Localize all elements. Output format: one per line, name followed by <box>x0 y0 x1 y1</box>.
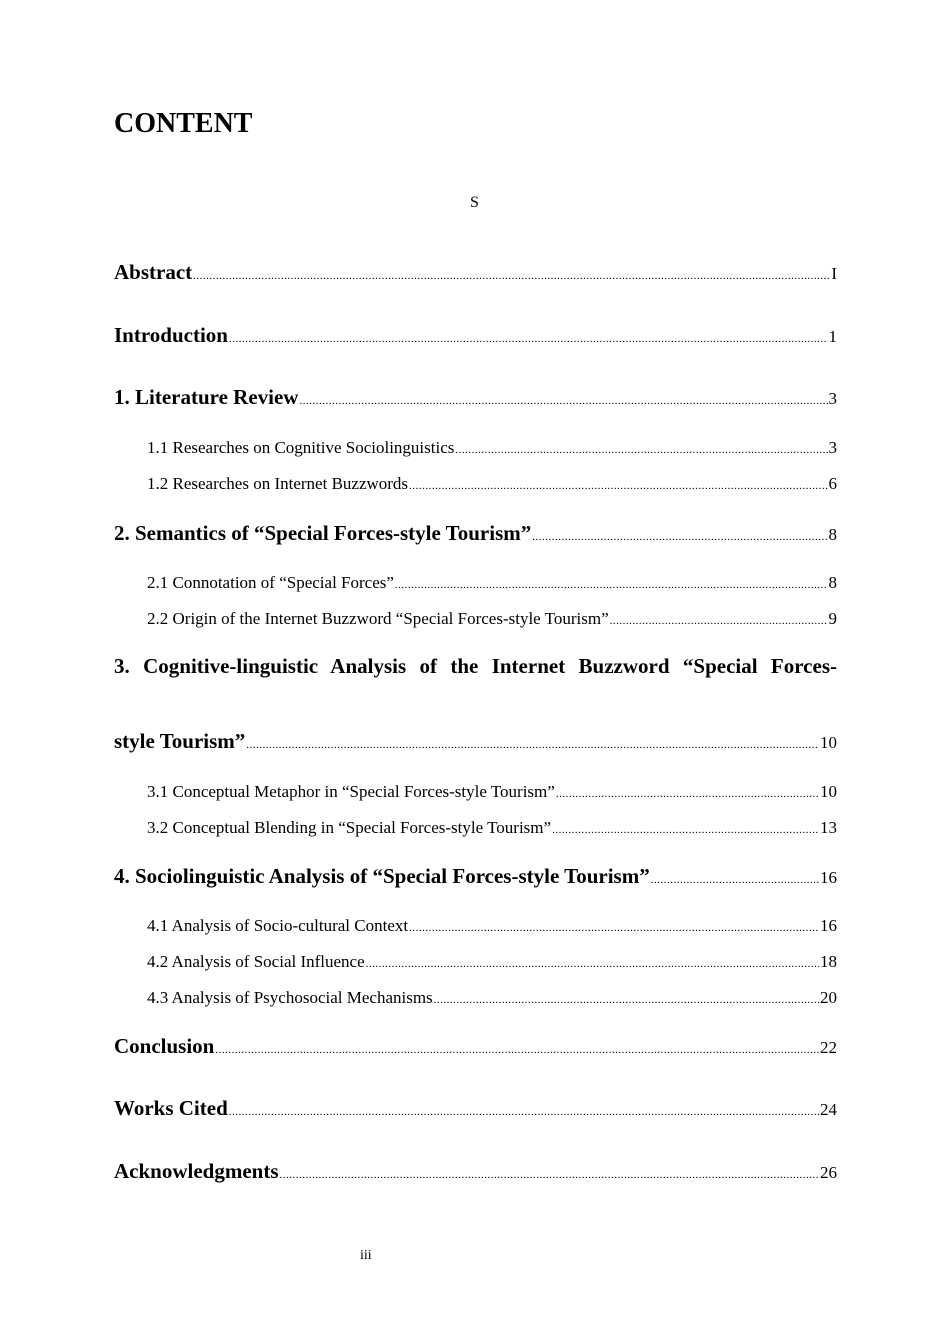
toc-entry-acknowledgments[interactable] <box>114 1159 837 1184</box>
toc-entry-title: 1.2 Researches on Internet Buzzwords <box>147 474 409 493</box>
dot-leader <box>552 824 819 836</box>
toc-entry-page: 8 <box>828 573 837 592</box>
toc-entry-title: 1. Literature Review <box>114 385 299 409</box>
toc-entry-title: 3.2 Conceptual Blending in “Special Forces-style Tourism” <box>147 818 552 837</box>
toc-entry-title: 4.1 Analysis of Socio-cultural Context <box>147 916 409 935</box>
dot-leader <box>434 994 819 1006</box>
toc-entry-title: 4.3 Analysis of Psychosocial Mechanisms <box>147 988 433 1007</box>
toc-entry-section-2-1[interactable] <box>147 573 837 593</box>
toc-entry-conclusion[interactable] <box>114 1034 837 1059</box>
toc-entry-section-2-2[interactable] <box>147 609 837 629</box>
toc-entry-page: 13 <box>820 818 837 837</box>
toc-entry-title: Conclusion <box>114 1034 215 1058</box>
toc-entry-title: 4. Sociolinguistic Analysis of “Special Forces-style Tourism” <box>114 864 650 888</box>
toc-entry-page: 9 <box>828 609 837 628</box>
toc-entry-page: 10 <box>820 733 837 752</box>
toc-entry-title: 1.1 Researches on Cognitive Sociolinguistics <box>147 438 455 457</box>
stray-letter: S <box>470 194 479 211</box>
dot-leader <box>215 1044 819 1056</box>
toc-entry-title: Abstract <box>114 260 193 284</box>
toc-entry-page: 6 <box>828 474 837 493</box>
toc-entry-section-3-2[interactable] <box>147 818 837 838</box>
toc-entry-title: Acknowledgments <box>114 1159 279 1183</box>
toc-entry-page: 16 <box>820 916 837 935</box>
toc-entry-page: 1 <box>828 327 837 346</box>
dot-leader <box>246 739 819 751</box>
toc-entry-chapter-4[interactable] <box>114 864 837 889</box>
toc-entry-abstract[interactable] <box>114 260 837 285</box>
toc-entry-title: 2. Semantics of “Special Forces-style Tourism” <box>114 521 532 545</box>
dot-leader <box>610 615 828 627</box>
toc-entry-page: 3 <box>828 438 837 457</box>
toc-entry-page: 18 <box>820 952 837 971</box>
dot-leader <box>280 1169 819 1181</box>
page-number: iii <box>360 1248 372 1263</box>
dot-leader <box>455 444 827 456</box>
toc-entry-chapter-2[interactable] <box>114 521 837 546</box>
dot-leader <box>532 531 827 543</box>
toc-entry-title: Introduction <box>114 323 228 347</box>
dot-leader <box>193 270 830 282</box>
toc-entry-title: 2.2 Origin of the Internet Buzzword “Special Forces-style Tourism” <box>147 609 609 628</box>
toc-entry-chapter-3[interactable] <box>114 729 837 754</box>
toc-entry-page: 26 <box>820 1163 837 1182</box>
toc-entry-section-4-2[interactable] <box>147 952 837 972</box>
toc-entry-chapter-1[interactable] <box>114 385 837 410</box>
toc-heading: CONTENT <box>114 108 253 139</box>
dot-leader <box>299 395 827 407</box>
toc-entry-works-cited[interactable] <box>114 1096 837 1121</box>
dot-leader <box>409 480 827 492</box>
toc-entry-section-1-2[interactable] <box>147 474 837 494</box>
toc-entry-page: I <box>831 264 837 283</box>
dot-leader <box>409 922 819 934</box>
toc-entry-page: 22 <box>820 1038 837 1057</box>
dot-leader <box>651 874 819 886</box>
dot-leader <box>229 333 828 345</box>
toc-entry-title: style Tourism” <box>114 729 246 753</box>
toc-entry-chapter-3-title-line-1[interactable]: 3. Cognitive-linguistic Analysis of the Internet Buzzword “Special Forces- <box>114 654 837 678</box>
dot-leader <box>395 579 828 591</box>
toc-entry-section-1-1[interactable] <box>147 438 837 458</box>
dot-leader <box>229 1106 819 1118</box>
toc-entry-section-3-1[interactable] <box>147 782 837 802</box>
dot-leader <box>366 958 819 970</box>
toc-entry-introduction[interactable] <box>114 323 837 348</box>
toc-entry-page: 3 <box>828 389 837 408</box>
toc-entry-title: 3.1 Conceptual Metaphor in “Special Forces-style Tourism” <box>147 782 555 801</box>
toc-entry-section-4-1[interactable] <box>147 916 837 936</box>
toc-entry-title: 2.1 Connotation of “Special Forces” <box>147 573 394 592</box>
toc-entry-section-4-3[interactable] <box>147 988 837 1008</box>
toc-entry-title: Works Cited <box>114 1096 228 1120</box>
toc-entry-page: 20 <box>820 988 837 1007</box>
toc-entry-page: 10 <box>820 782 837 801</box>
toc-entry-page: 16 <box>820 868 837 887</box>
dot-leader <box>556 788 819 800</box>
toc-entry-page: 8 <box>828 525 837 544</box>
toc-entry-title: 4.2 Analysis of Social Influence <box>147 952 365 971</box>
toc-entry-page: 24 <box>820 1100 837 1119</box>
